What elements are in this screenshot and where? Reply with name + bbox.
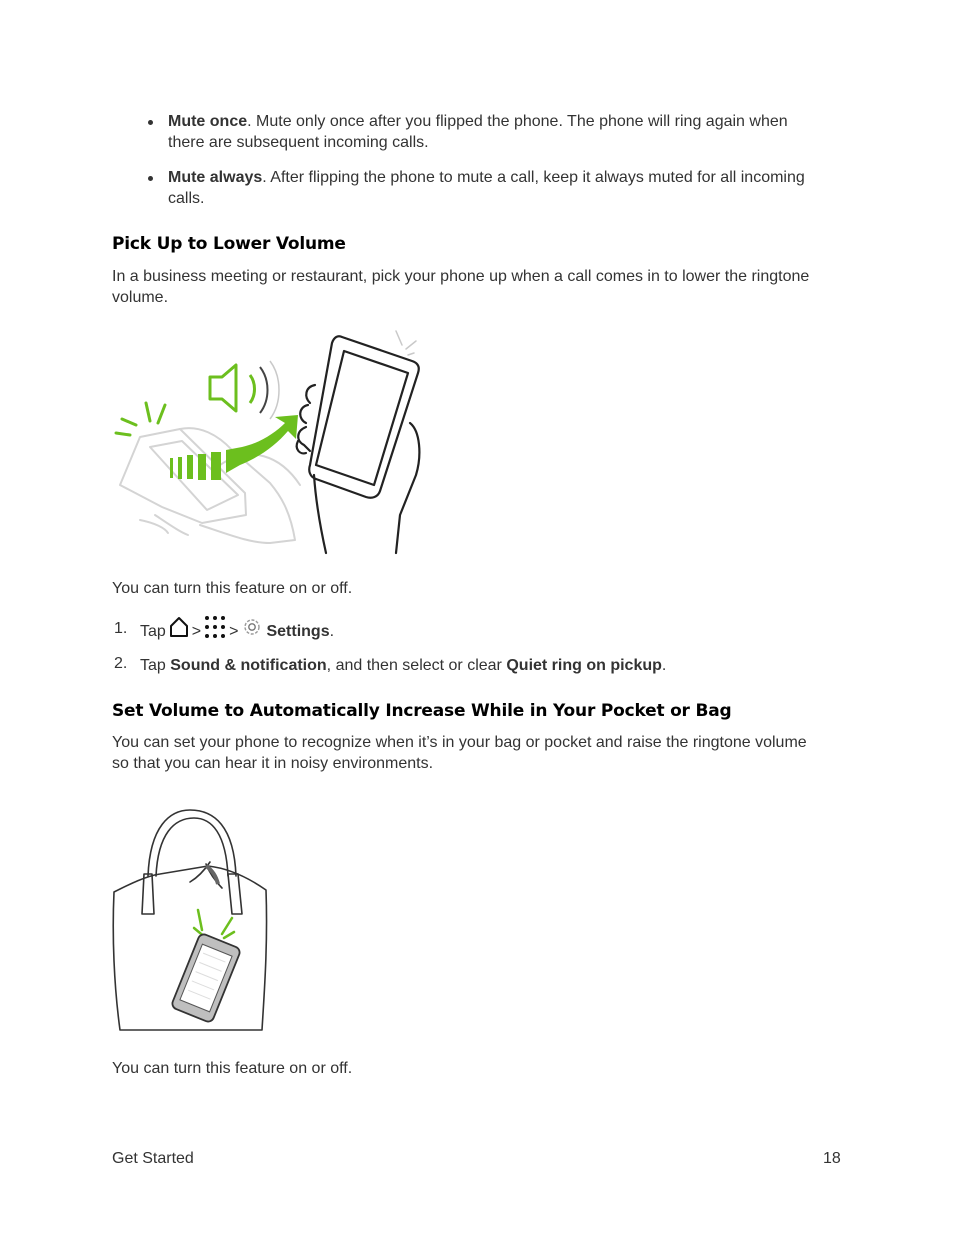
feature-note: You can turn this feature on or off. (112, 1060, 353, 1077)
settings-gear-icon (242, 616, 262, 638)
pick-up-illustration (110, 325, 430, 557)
bullet-dot (148, 176, 153, 181)
feature-note: You can turn this feature on or off. (112, 580, 353, 597)
section-heading-pick-up: Pick Up to Lower Volume (112, 234, 346, 254)
step-number: 2. (114, 655, 128, 672)
step-1: Tap > > Settings . (140, 612, 334, 642)
apps-grid-icon (203, 615, 227, 639)
bag-illustration (110, 806, 272, 1038)
step-number: 1. (114, 620, 128, 637)
footer-section-title: Get Started (112, 1150, 194, 1167)
section-paragraph: You can set your phone to recognize when it’s in your bag or pocket and raise the ringtone volume so that you can hear it in noisy environments. (112, 734, 807, 772)
bullet-mute-once: Mute once. Mute only once after you flipped the phone. The phone will ring again when there are subsequent incoming calls. (168, 113, 788, 151)
home-icon (168, 616, 190, 638)
step-2: Tap Sound & notification, and then select or clear Quiet ring on pickup. (140, 657, 667, 674)
page-number: 18 (823, 1150, 841, 1167)
section-heading-pocket-bag: Set Volume to Automatically Increase While in Your Pocket or Bag (112, 701, 732, 721)
bullet-dot (148, 120, 153, 125)
bullet-mute-always: Mute always. After flipping the phone to mute a call, keep it always muted for all incoming calls. (168, 169, 805, 207)
section-paragraph: In a business meeting or restaurant, pick your phone up when a call comes in to lower the ringtone volume. (112, 268, 810, 306)
